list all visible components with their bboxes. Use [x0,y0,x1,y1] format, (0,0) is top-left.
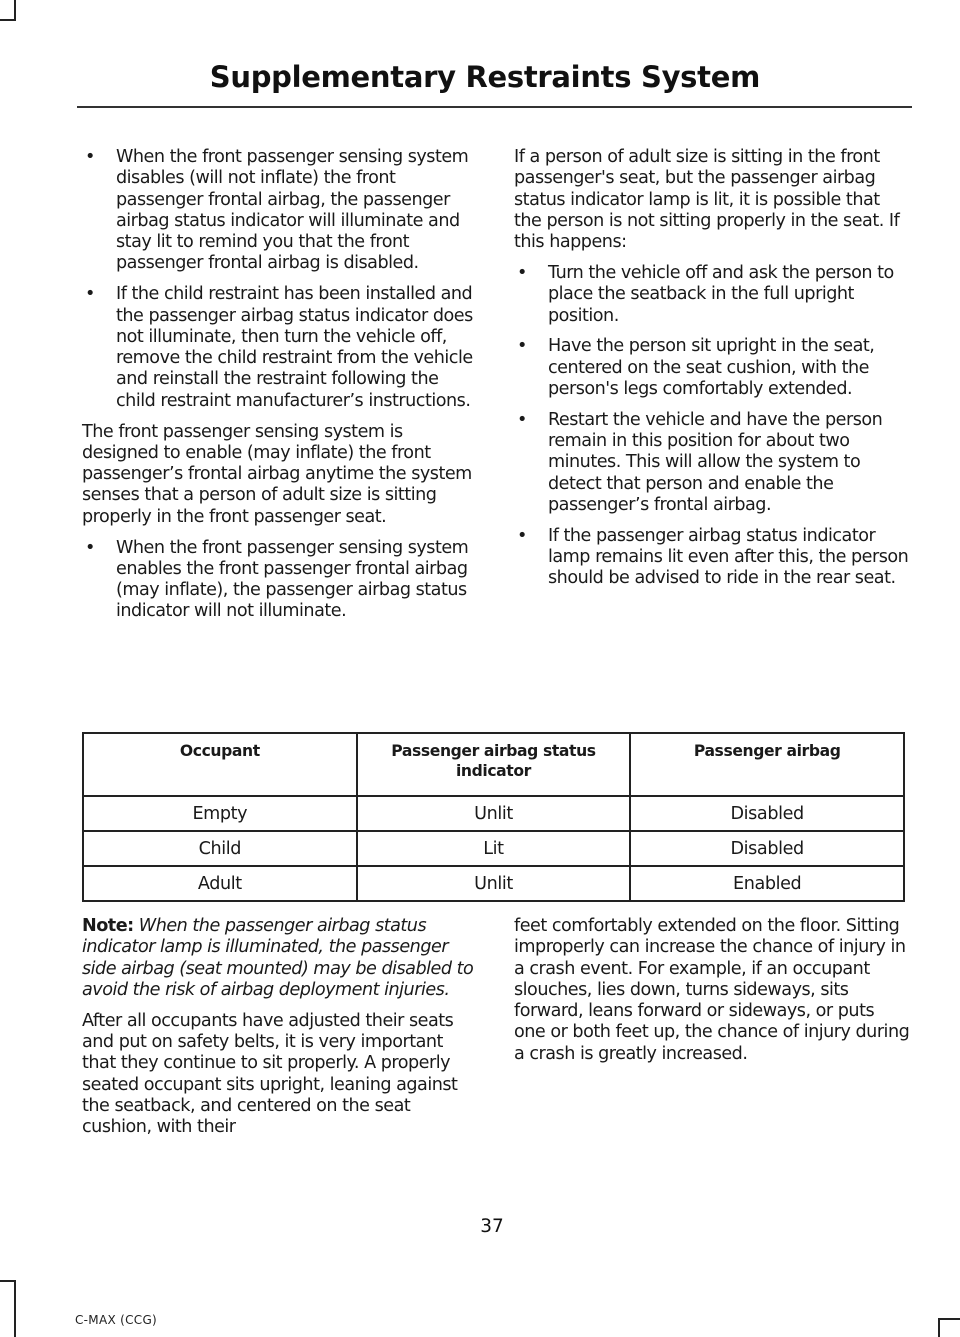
table-cell: Enabled [630,866,904,901]
list-item: • When the front passenger sensing system disables (will not inflate) the front passenger frontal airbag, the passenger airbag status indicator will illuminate and stay lit to remind you that the front passenger frontal airbag is disabled. [82,147,476,275]
table-header-row [83,733,904,796]
airbag-status-table [82,732,905,902]
note-text: When the passenger airbag status indicator lamp is illuminated, the passenger side airbag (seat mounted) may be disabled to avoid the risk of airbag deployment injuries. [82,916,474,1000]
note-label: Note: [82,916,134,936]
column-header: Passenger airbag status indicator [357,733,631,796]
right-column-lower [514,916,910,1075]
table-cell: Adult [83,866,357,901]
table-cell: Lit [357,831,631,866]
list-item: • Have the person sit upright in the seat, centered on the seat cushion, with the person's legs comfortably extended. [514,336,910,400]
table-cell: Child [83,831,357,866]
list-item: • Turn the vehicle off and ask the person to place the seatback in the full upright position. [514,263,910,327]
table-cell: Unlit [357,866,631,901]
left-column [82,147,476,632]
paragraph: After all occupants have adjusted their seats and put on safety belts, it is very important that they continue to sit properly. A properly seated occupant sits upright, leaning against the seatback, and centered on the seat cushion, with their [82,1010,458,1138]
table-cell: Disabled [630,831,904,866]
list-item: • If the passenger airbag status indicator lamp remains lit even after this, the person should be advised to ride in the rear seat. [514,526,910,590]
list-item: • When the front passenger sensing system enables the front passenger frontal airbag (may inflate), the passenger airbag status indicator will not illuminate. [82,538,476,623]
column-header: Passenger airbag [630,733,904,796]
table-row [83,866,904,901]
header-divider [77,106,912,108]
footer-code: C-MAX (CCG) [75,1313,158,1327]
list-item: • If the child restraint has been installed and the passenger airbag status indicator does not illuminate, then turn the vehicle off, remove the child restraint from the vehicle and reinstall the restraint following the child restraint manufacturer’s instructions. [82,284,476,412]
left-column-lower [82,916,476,1148]
crop-mark [14,0,16,20]
page-number: 37 [480,1216,504,1237]
crop-mark [14,1280,16,1337]
table-row [83,796,904,831]
table [82,732,905,902]
table-cell: Disabled [630,796,904,831]
table-cell: Unlit [357,796,631,831]
bullet-list [514,263,910,590]
crop-mark [938,1318,940,1337]
page-title: Supplementary Restraints System [209,60,760,94]
paragraph: The front passenger sensing system is designed to enable (may inflate) the front passenger’s frontal airbag anytime the system senses that a person of adult size is sitting properly in the front passenger seat. [82,421,472,527]
right-column [514,147,910,599]
paragraph: If a person of adult size is sitting in the front passenger's seat, but the passenger airbag status indicator lamp is lit, it is possible that the person is not sitting properly in the seat. If this happens: [514,147,900,253]
bullet-list [82,147,476,412]
crop-mark [0,1280,16,1282]
table-row [83,831,904,866]
list-item: • Restart the vehicle and have the person remain in this position for about two minutes. This will allow the system to detect that person and enable the passenger’s frontal airbag. [514,410,910,516]
column-header: Occupant [83,733,357,796]
crop-mark [0,19,16,21]
table-cell: Empty [83,796,357,831]
note [82,916,476,1001]
bullet-list [82,538,476,623]
crop-mark [938,1318,960,1320]
paragraph: feet comfortably extended on the floor. Sitting improperly can increase the chance of injury in a crash event. For example, if an occupant slouches, lies down, turns sideways, sits forward, leans forward or sideways, or puts one or both feet up, the chance of injury during a crash is greatly increased. [514,916,910,1064]
